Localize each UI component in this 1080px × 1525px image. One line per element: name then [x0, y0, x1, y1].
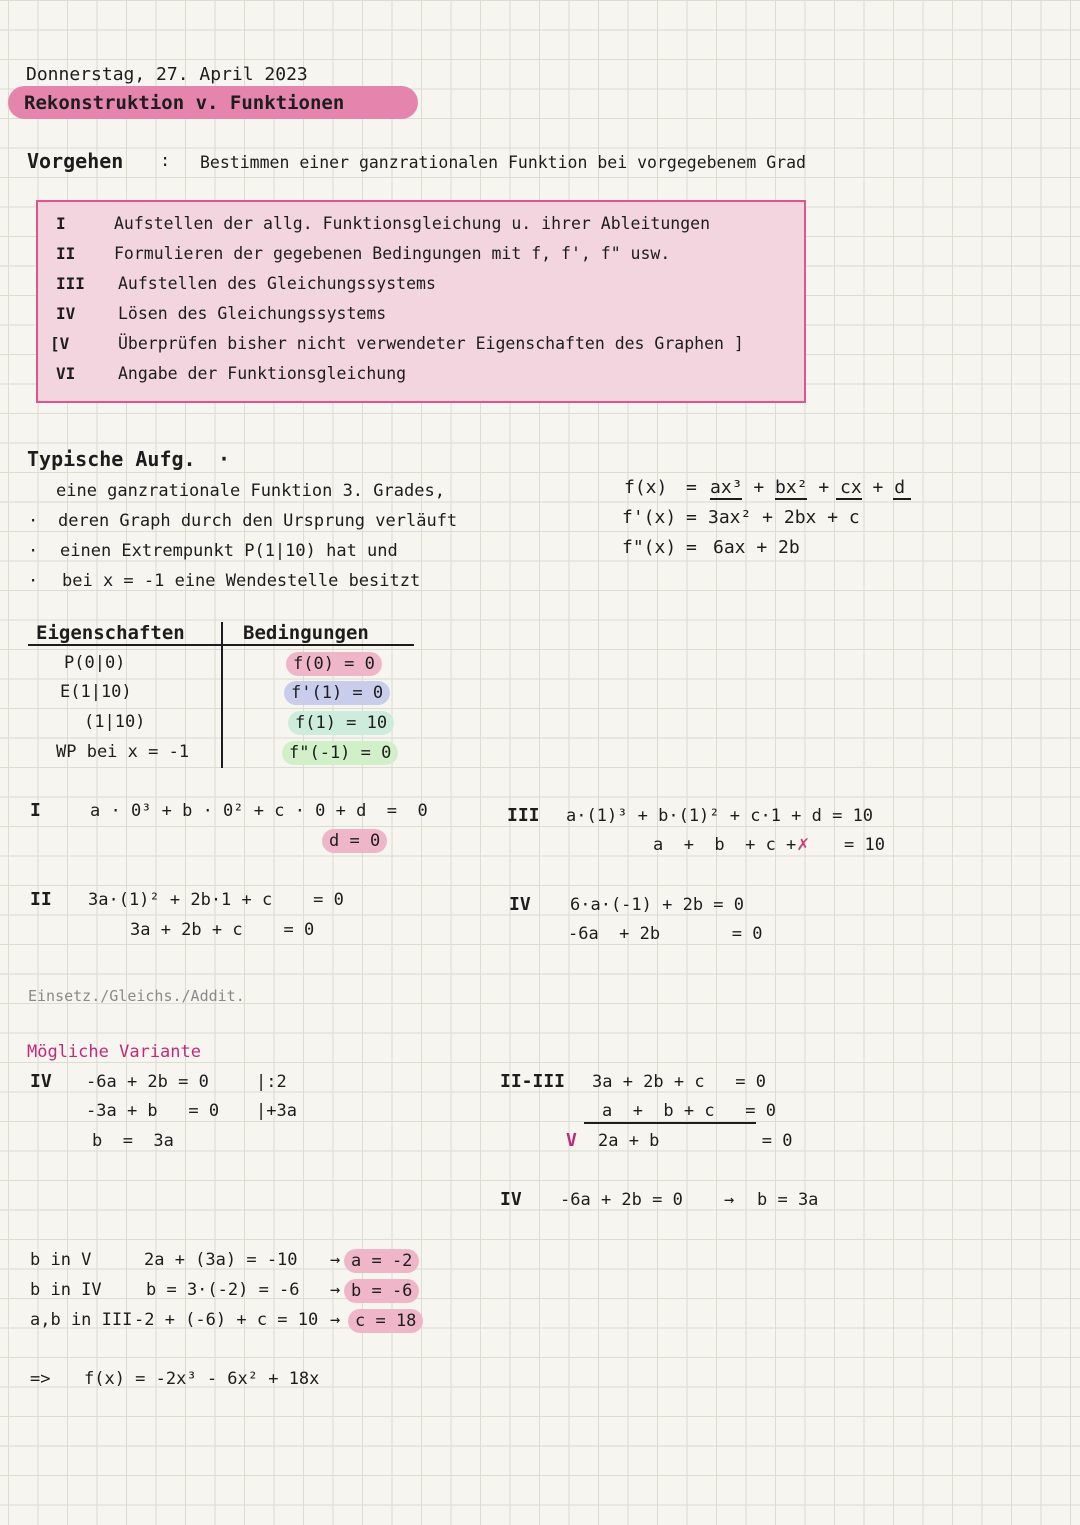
subst-result: c = 18	[348, 1309, 423, 1333]
bullet: ·	[28, 571, 39, 591]
function-eq: =	[686, 507, 697, 528]
task-line: eine ganzrationale Funktion 3. Grades,	[56, 481, 445, 501]
function-eq: =	[686, 477, 697, 498]
underline	[836, 498, 862, 500]
subtraction-line: a + b + c = 0	[602, 1101, 776, 1121]
function-eq: =	[686, 537, 697, 558]
task-line: deren Graph durch den Ursprung verläuft	[58, 511, 458, 531]
date: Donnerstag, 27. April 2023	[26, 64, 308, 85]
bullet: ·	[28, 511, 39, 531]
subst-expr: b = 3·(-2) = -6	[146, 1280, 300, 1300]
table-cond: f"(-1) = 0	[282, 741, 398, 765]
step-num: [V	[50, 334, 70, 353]
variant-eq: -3a + b = 0	[86, 1101, 220, 1121]
eq-num: V	[566, 1130, 577, 1151]
subtraction-label: II-III	[500, 1071, 566, 1092]
subtraction-iv-result: b = 3a	[757, 1190, 819, 1210]
subtraction-result: 2a + b = 0	[598, 1131, 793, 1151]
subst-result: b = -6	[344, 1279, 419, 1303]
task-line: einen Extrempunkt P(1|10) hat und	[60, 541, 398, 561]
task-line: bei x = -1 eine Wendestelle besitzt	[62, 571, 421, 591]
eq-line: 3a·(1)² + 2b·1 + c = 0	[88, 890, 344, 910]
step-num: I	[56, 214, 66, 233]
subtraction-line: 3a + 2b + c = 0	[592, 1072, 766, 1092]
table-prop: (1|10)	[84, 712, 146, 732]
table-cond: f(0) = 0	[286, 652, 382, 676]
arrow-icon: →	[724, 1190, 735, 1210]
page-title: Rekonstruktion v. Funktionen	[24, 92, 345, 114]
step-num: VI	[56, 364, 76, 383]
step-text: Angabe der Funktionsgleichung	[118, 364, 407, 383]
underline	[893, 498, 911, 500]
step-text: Aufstellen der allg. Funktionsgleichung u. ihrer Ableitungen	[114, 214, 711, 233]
function-expr: 3ax² + 2bx + c	[708, 507, 860, 528]
function-expr: 6ax + 2b	[713, 537, 800, 558]
subst-expr: 2a + (3a) = -10	[144, 1250, 298, 1270]
eq-num: III	[507, 805, 540, 826]
function-name: f'(x)	[622, 507, 677, 528]
eq-line: 6·a·(-1) + 2b = 0	[570, 895, 744, 915]
subst-result: a = -2	[344, 1249, 419, 1273]
eq-num: IV	[30, 1071, 52, 1092]
table-prop: WP bei x = -1	[56, 742, 190, 762]
subtraction-rule	[584, 1122, 756, 1124]
eq-line: a·(1)³ + b·(1)² + c·1 + d = 10	[566, 806, 874, 826]
final-equation: f(x) = -2x³ - 6x² + 18x	[84, 1369, 320, 1389]
subst-label: b in IV	[30, 1280, 102, 1300]
step-num: IV	[56, 304, 76, 323]
vorgehen-description: Bestimmen einer ganzrationalen Funktion bei vorgegebenem Grad	[200, 153, 806, 172]
table-prop: E(1|10)	[60, 682, 132, 702]
underline	[775, 498, 807, 500]
variant-title: Mögliche Variante	[27, 1042, 201, 1062]
arrow-icon: →	[330, 1250, 341, 1270]
step-text: Lösen des Gleichungssystems	[118, 304, 387, 323]
eq-num: II	[30, 889, 52, 910]
methods-note: Einsetz./Gleichs./Addit.	[28, 987, 245, 1005]
variant-eq: b = 3a	[92, 1131, 174, 1151]
variant-op: |+3a	[256, 1101, 297, 1121]
eq-line: = 10	[844, 835, 885, 855]
arrow-icon: →	[330, 1280, 341, 1300]
table-header-eigenschaften: Eigenschaften	[36, 622, 185, 644]
eq-line: 3a + 2b + c = 0	[130, 920, 315, 940]
cross-out-mark: ✗	[797, 831, 810, 855]
task-heading: Typische Aufg.	[27, 447, 196, 471]
step-text: Überprüfen bisher nicht verwendeter Eigenschaften des Graphen ]	[118, 334, 744, 353]
eq-num: I	[30, 800, 41, 821]
table-divider	[221, 622, 223, 768]
variant-op: |:2	[256, 1072, 287, 1092]
eq-num: IV	[509, 894, 531, 915]
step-num: II	[56, 244, 76, 263]
subst-label: b in V	[30, 1250, 92, 1270]
eq-line: a + b + c +	[653, 835, 797, 855]
bullet: ·	[28, 541, 39, 561]
arrow-icon: →	[330, 1310, 341, 1330]
step-text: Aufstellen des Gleichungssystems	[118, 274, 436, 293]
table-header-bedingungen: Bedingungen	[243, 622, 369, 644]
step-text: Formulieren der gegebenen Bedingungen mit f, f', f" usw.	[114, 244, 671, 263]
table-cond: f'(1) = 0	[284, 681, 390, 705]
function-name: f"(x)	[622, 537, 677, 558]
eq-result: d = 0	[322, 829, 387, 853]
task-heading-dot: ·	[218, 447, 231, 471]
eq-line: -6a + 2b = 0	[568, 924, 763, 944]
variant-eq: -6a + 2b = 0	[86, 1072, 209, 1092]
step-num: III	[56, 274, 85, 293]
eq-num: IV	[500, 1189, 522, 1210]
subst-label: a,b in III	[30, 1310, 133, 1330]
table-cond: f(1) = 10	[288, 711, 394, 735]
function-name: f(x)	[624, 477, 668, 498]
underline	[710, 498, 742, 500]
subtraction-iv-line: -6a + 2b = 0	[560, 1190, 683, 1210]
vorgehen-colon: :	[160, 151, 171, 171]
eq-line: a · 0³ + b · 0² + c · 0 + d = 0	[90, 801, 428, 821]
table-prop: P(0|0)	[64, 653, 126, 673]
vorgehen-label: Vorgehen	[27, 149, 124, 173]
function-expr: ax³ + bx² + cx + d	[710, 477, 906, 498]
implies-arrow: =>	[30, 1369, 51, 1389]
subst-expr: -2 + (-6) + c = 10	[134, 1310, 319, 1330]
